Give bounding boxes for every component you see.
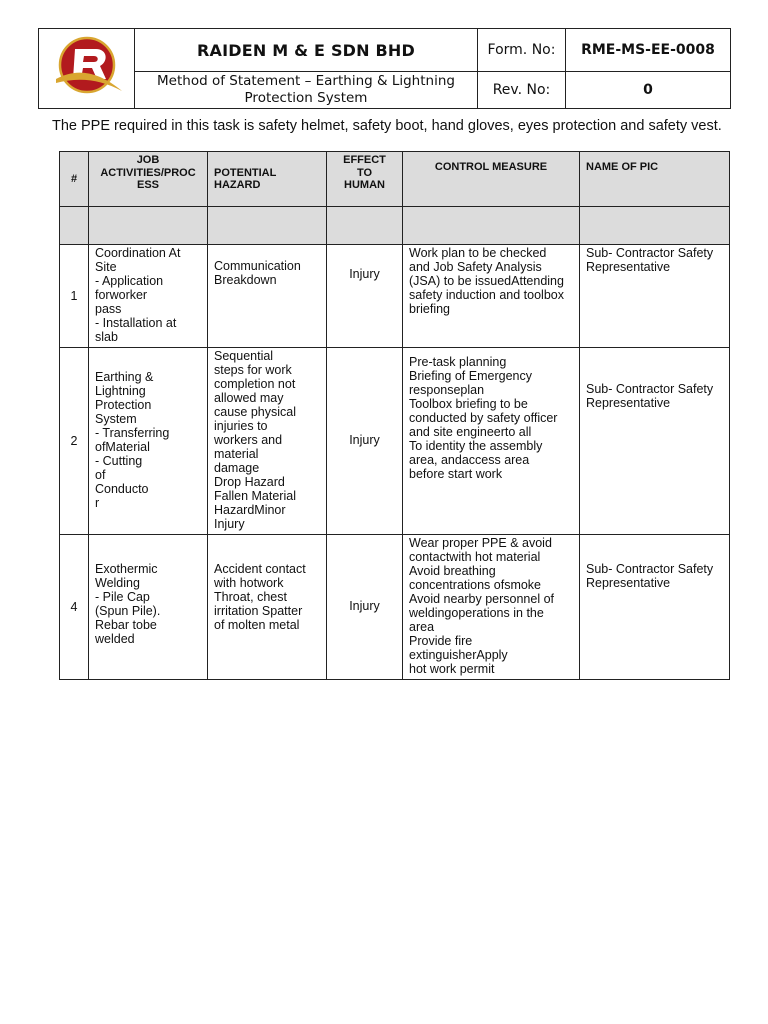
form-no-label: Form. No: [478,29,566,72]
row-hazard: Communication Breakdown [208,245,327,348]
row-job: Earthing & Lightning Protection System - Transferring ofMaterial - Cutting of Conducto r [89,348,208,535]
header-pic: NAME OF PIC [580,152,730,207]
subtitle-line-2: Protection System [244,90,368,106]
blank-cell [403,207,580,245]
table-row [60,535,730,680]
document-subtitle [135,72,478,109]
row-pic: Sub- Contractor Safety Representative [580,245,730,348]
hazard-table [59,151,730,680]
logo-cell [39,29,135,109]
row-num: 4 [60,535,89,680]
row-control: Work plan to be checked and Job Safety Analysis (JSA) to be issuedAttending safety induction and toolbox briefing [403,245,580,348]
blank-cell [89,207,208,245]
blank-cell [327,207,403,245]
raiden-r-logo-icon [46,31,128,101]
row-control: Pre-task planning Briefing of Emergency responseplan Toolbox briefing to be conducted by safety officer and site engineerto all To identity the assembly area, andaccess area before start work [403,348,580,535]
row-pic: Sub- Contractor Safety Representative [580,348,730,535]
blank-cell [580,207,730,245]
blank-shaded-row [60,207,730,245]
ppe-intro: The PPE required in this task is safety helmet, safety boot, hand gloves, eyes protection and safety vest. [52,118,722,134]
table-row [60,348,730,535]
row-num: 2 [60,348,89,535]
row-job: Exothermic Welding - Pile Cap (Spun Pile). Rebar tobe welded [89,535,208,680]
company-name: RAIDEN M & E SDN BHD [135,29,478,72]
row-num: 1 [60,245,89,348]
row-effect: Injury [327,348,403,535]
header-effect: EFFECT TO HUMAN [327,152,403,207]
row-control: Wear proper PPE & avoid contactwith hot material Avoid breathing concentrations ofsmoke Avoid nearby personnel of weldingoperations in the area Provide fire extinguisherApply hot work permit [403,535,580,680]
rev-no-value: 0 [566,72,731,109]
subtitle-line-1: Method of Statement – Earthing & Lightning [157,73,455,89]
header-hazard: POTENTIAL HAZARD [208,152,327,207]
blank-cell [60,207,89,245]
row-effect: Injury [327,535,403,680]
header-control: CONTROL MEASURE [403,152,580,207]
row-effect: Injury [327,245,403,348]
header-job: JOB ACTIVITIES/PROC ESS [89,152,208,207]
rev-no-label: Rev. No: [478,72,566,109]
form-no-value: RME-MS-EE-0008 [566,29,731,72]
row-pic: Sub- Contractor Safety Representative [580,535,730,680]
table-row [60,245,730,348]
row-job: Coordination At Site - Application forworker pass - Installation at slab [89,245,208,348]
table-header-row [60,152,730,207]
blank-cell [208,207,327,245]
header-num: # [60,152,89,207]
row-hazard: Accident contact with hotwork Throat, chest irritation Spatter of molten metal [208,535,327,680]
document-header [38,28,731,109]
row-hazard: Sequential steps for work completion not allowed may cause physical injuries to workers and material damage Drop Hazard Fallen Material HazardMinor Injury [208,348,327,535]
